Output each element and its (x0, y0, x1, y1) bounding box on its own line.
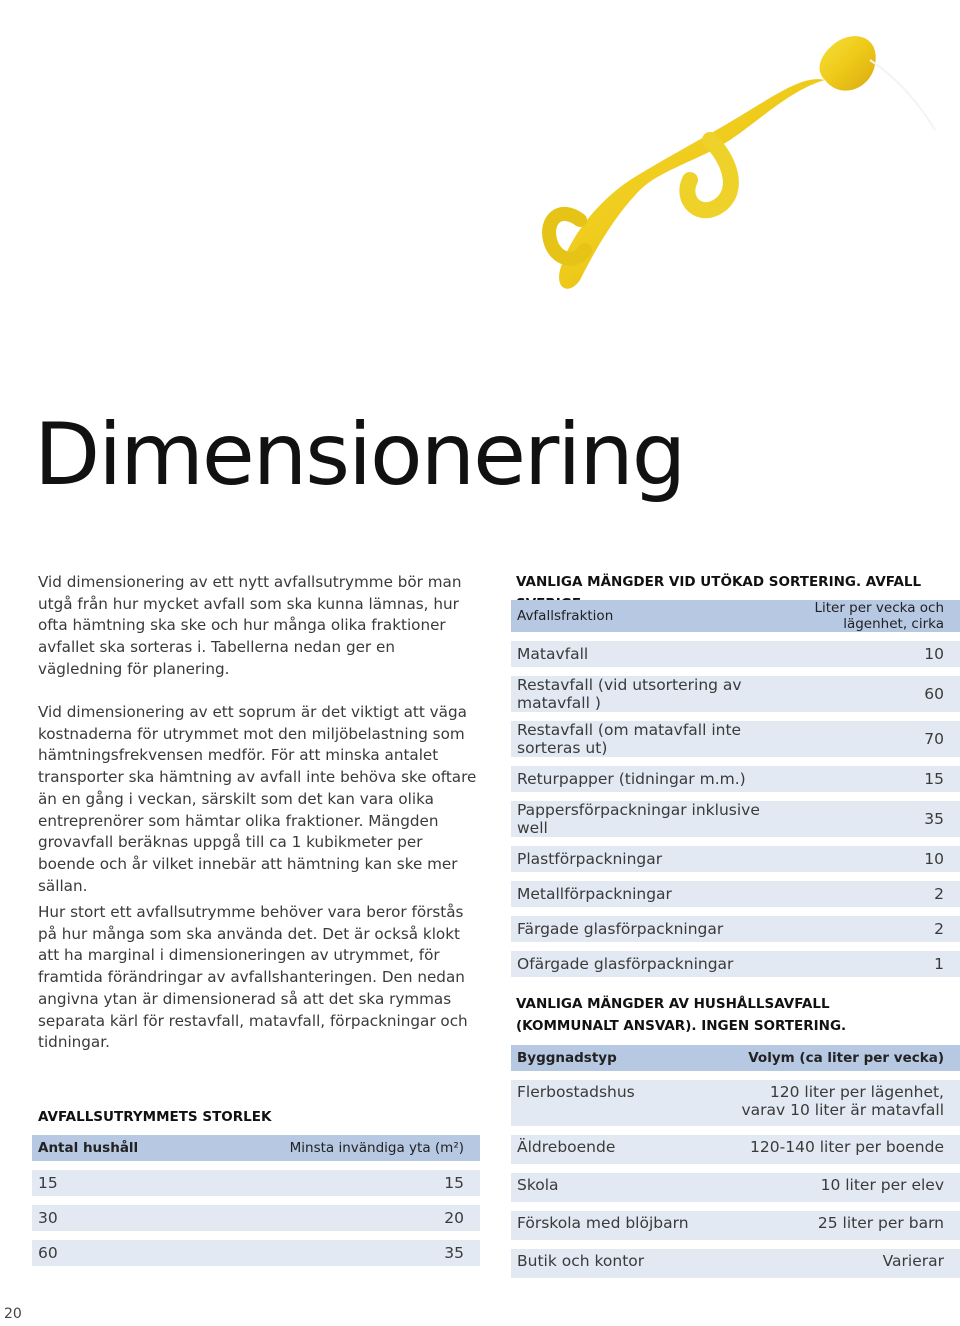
table-row (511, 916, 960, 942)
intro-text-1: Vid dimensionering av ett nytt avfallsutrymme bör man utgå från hur mycket avfall som ska kunna lämnas, hur ofta hämtning ska ske och hur många olika fraktioner avfallet ska sorteras i. Tabellerna nedan ger en vägledning för planering. (38, 573, 462, 678)
table-cell: Förskola med blöjbarn (511, 1211, 719, 1240)
intro-text-3: Hur stort ett avfallsutrymme behöver vara beror förstås på hur många som ska använda det. Det är också klokt att ha marginal i dimensioneringen av utrymmet, för framtida förändringar av avfallshanteringen. Den nedan angivna ytan är dimensionerad så att det ska rymmas separata kärl för restavfall, matavfall, förpackningar och tidningar. (38, 903, 468, 1052)
table-cell: 30 (32, 1205, 204, 1231)
table-cell: 15 (32, 1170, 204, 1196)
table-row (511, 801, 960, 837)
table-cell: Restavfall (om matavfall inte sorteras ut) (511, 721, 783, 757)
size-table (32, 1126, 480, 1275)
table-cell (719, 1080, 960, 1126)
intro-paragraph-2 (38, 702, 478, 897)
lemon-peel-image (540, 20, 940, 320)
table-row (32, 1170, 480, 1196)
table-row (511, 1211, 960, 1240)
intro-paragraph-1 (38, 572, 478, 681)
household-table-heading (516, 993, 956, 1037)
amounts-col-fraction: Avfallsfraktion (511, 600, 783, 632)
table-row (511, 1249, 960, 1278)
table-cell: 35 (783, 801, 960, 837)
table-cell: Ofärgade glasförpackningar (511, 951, 783, 977)
table-cell: 35 (204, 1240, 480, 1266)
table-row (511, 1080, 960, 1126)
table-cell: 1 (783, 951, 960, 977)
amounts-table-heading: VANLIGA MÄNGDER VID UTÖKAD SORTERING. AVFALL (516, 574, 922, 590)
table-cell: 15 (204, 1170, 480, 1196)
table-cell: 60 (783, 676, 960, 712)
volume-line-2: varav 10 liter är matavfall (741, 1101, 944, 1119)
intro-paragraph-3 (38, 902, 478, 1054)
table-cell: Skola (511, 1173, 719, 1202)
table-cell: 2 (783, 881, 960, 907)
volume-line-1: 120 liter per lägenhet, (769, 1083, 944, 1101)
table-row (511, 766, 960, 792)
table-cell: 60 (32, 1240, 204, 1266)
table-cell: Varierar (719, 1249, 960, 1278)
table-row (511, 951, 960, 977)
table-row (511, 846, 960, 872)
household-col-building: Byggnadstyp (511, 1045, 719, 1071)
table-cell: 120-140 liter per boende (719, 1135, 960, 1164)
table-cell: Butik och kontor (511, 1249, 719, 1278)
size-table-heading: AVFALLSUTRYMMETS STORLEK (38, 1109, 272, 1125)
page-title: Dimensionering (34, 405, 685, 505)
table-cell: 10 (783, 641, 960, 667)
table-row (511, 641, 960, 667)
table-cell: Äldreboende (511, 1135, 719, 1164)
table-cell: 10 liter per elev (719, 1173, 960, 1202)
table-cell: Pappersförpackningar inklusive well (511, 801, 783, 837)
table-cell: Flerbostadshus (511, 1080, 719, 1126)
amounts-col-liters: Liter per vecka och lägenhet, cirka (783, 600, 960, 632)
table-header-row (32, 1135, 480, 1161)
table-cell: Färgade glasförpackningar (511, 916, 783, 942)
household-table (511, 1036, 960, 1287)
table-cell: 70 (783, 721, 960, 757)
household-heading-line-2: (KOMMUNALT ANSVAR). INGEN SORTERING. (516, 1018, 847, 1034)
table-row (32, 1240, 480, 1266)
table-cell: 10 (783, 846, 960, 872)
table-header-row (511, 1045, 960, 1071)
table-cell: Restavfall (vid utsortering av matavfall ) (511, 676, 783, 712)
table-cell: Metallförpackningar (511, 881, 783, 907)
table-header-row (511, 600, 960, 632)
table-cell: 2 (783, 916, 960, 942)
table-row (511, 721, 960, 757)
size-col-households: Antal hushåll (32, 1135, 204, 1161)
table-cell: 20 (204, 1205, 480, 1231)
table-row (511, 1135, 960, 1164)
size-col-area: Minsta invändiga yta (m²) (204, 1135, 480, 1161)
table-cell: 25 liter per barn (719, 1211, 960, 1240)
page-number: 20 (4, 1306, 22, 1322)
household-heading-line-1: VANLIGA MÄNGDER AV HUSHÅLLSAVFALL (516, 996, 830, 1012)
table-cell: 15 (783, 766, 960, 792)
amounts-table (511, 591, 960, 986)
table-cell: Matavfall (511, 641, 783, 667)
table-cell: Plastförpackningar (511, 846, 783, 872)
table-row (32, 1205, 480, 1231)
table-row (511, 881, 960, 907)
household-col-volume: Volym (ca liter per vecka) (719, 1045, 960, 1071)
table-row (511, 1173, 960, 1202)
table-row (511, 676, 960, 712)
table-cell: Returpapper (tidningar m.m.) (511, 766, 783, 792)
intro-text-2: Vid dimensionering av ett soprum är det viktigt att väga kostnaderna för utrymmet mot den miljöbelastning som hämtningsfrekvensen medför. För att minska antalet transporter ska hämtning av avfall inte behöva ske oftare än en gång i veckan, särskilt som det kan vara olika entreprenörer som hämtar olika fraktioner. Mängden grovavfall beräknas uppgå till ca 1 kubikmeter per boende och år vilket innebär att hämtning kan ske mer sällan. (38, 703, 477, 895)
